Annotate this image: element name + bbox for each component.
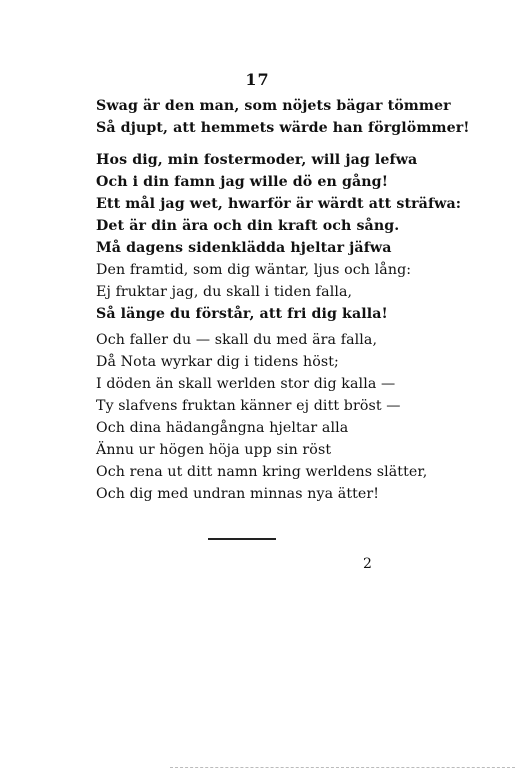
poem-line: Den framtid, som dig wäntar, ljus och lång:	[96, 262, 412, 278]
poem-line: Swag är den man, som nöjets bägar tömmer	[96, 98, 451, 114]
page-number: 17	[245, 70, 270, 89]
poem-line: I döden än skall werlden stor dig kalla —	[96, 376, 396, 392]
poem-line: Ty slafvens fruktan känner ej ditt bröst —	[96, 398, 401, 414]
poem-line: Ännu ur högen höja upp sin röst	[96, 442, 332, 458]
stanza-1	[96, 95, 476, 139]
signature-mark: 2	[363, 556, 372, 572]
stanza-3	[96, 329, 476, 505]
poem-line: Ej fruktar jag, du skall i tiden falla,	[96, 284, 353, 300]
poem-line: Ett mål jag wet, hwarför är wärdt att sträfwa:	[96, 196, 462, 212]
poem-line: Så länge du förstår, att fri dig kalla!	[96, 306, 388, 322]
poem-line: Hos dig, min fostermoder, will jag lefwa	[96, 152, 418, 168]
stanza-2	[96, 149, 476, 325]
poem-line: Och i din famn jag wille dö en gång!	[96, 174, 389, 190]
poem-line: Så djupt, att hemmets wärde han förglömmer!	[96, 120, 470, 136]
page-edge-divider	[170, 767, 515, 768]
poem-line: Och rena ut ditt namn kring werldens slätter,	[96, 464, 428, 480]
poem-line: Det är din ära och din kraft och sång.	[96, 218, 400, 234]
section-divider	[208, 538, 276, 540]
poem-line: Och dig med undran minnas nya ätter!	[96, 486, 380, 502]
poem-line: Må dagens sidenklädda hjeltar jäfwa	[96, 240, 392, 256]
poem-line: Då Nota wyrkar dig i tidens höst;	[96, 354, 339, 370]
poem-line: Och faller du — skall du med ära falla,	[96, 332, 378, 348]
poem-line: Och dina hädangångna hjeltar alla	[96, 420, 349, 436]
